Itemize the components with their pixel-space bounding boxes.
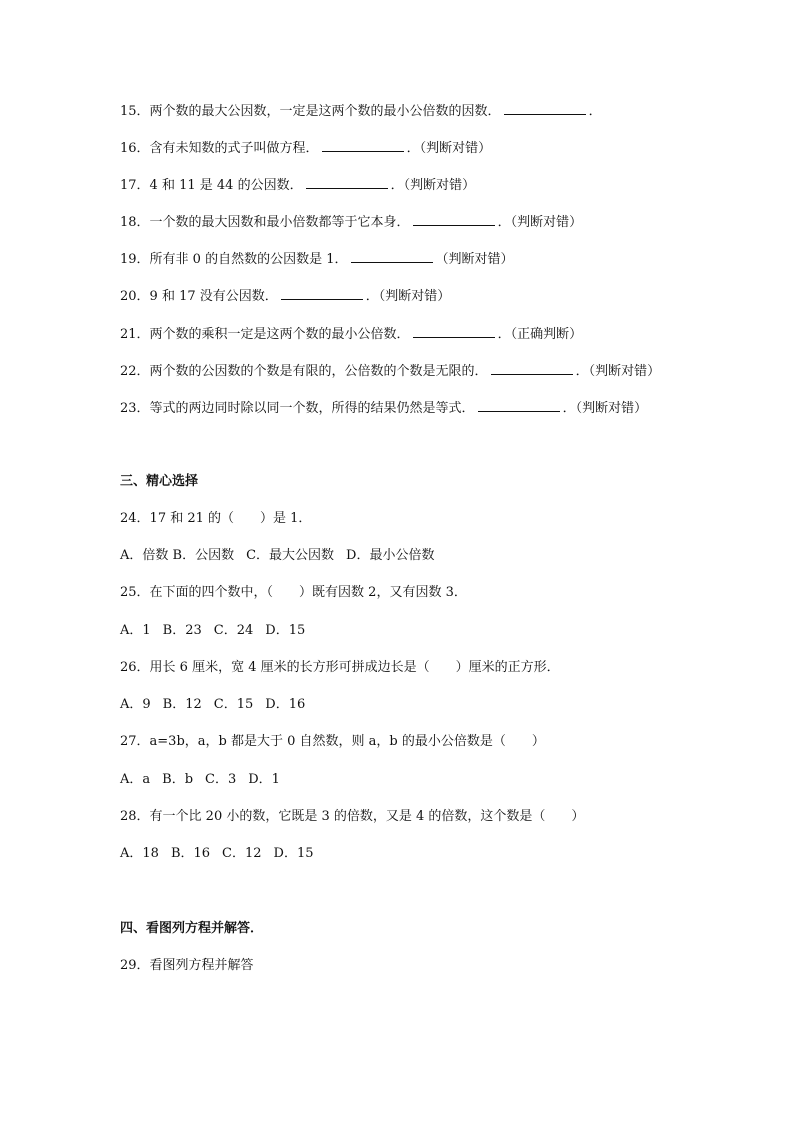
- question-number: 21．: [120, 327, 150, 342]
- question-text: 两个数的乘积一定是这两个数的最小公倍数．: [149, 327, 410, 342]
- section-heading: 三、精心选择: [120, 474, 199, 489]
- answer-blank[interactable]: [413, 325, 495, 338]
- section-heading: 四、看图列方程并解答．: [120, 921, 264, 936]
- question-22: [120, 362, 660, 380]
- question-25: 25．在下面的四个数中，（ ）既有因数 2，又有因数 3．: [120, 585, 467, 600]
- answer-blank[interactable]: [322, 139, 404, 152]
- option[interactable]: C．最大公因数: [246, 548, 335, 563]
- question-suffix: ．（正确判断）: [497, 327, 583, 342]
- question-suffix: ．（判断对错）: [365, 289, 451, 304]
- question-20: [120, 287, 450, 305]
- option[interactable]: C．24: [213, 623, 254, 638]
- options-28: [120, 846, 326, 862]
- option[interactable]: A．9: [120, 697, 151, 712]
- question-text: 等式的两边同时除以同一个数，所得的结果仍然是等式．: [149, 401, 475, 416]
- option[interactable]: D．最小公倍数: [346, 548, 435, 563]
- question-suffix: ．（判断对错）: [497, 215, 583, 230]
- question-number: 19．: [120, 252, 150, 267]
- option[interactable]: B．b: [162, 772, 194, 787]
- question-suffix: ．（判断对错）: [406, 141, 492, 156]
- option[interactable]: A．18: [120, 846, 159, 861]
- answer-blank[interactable]: [351, 250, 433, 263]
- question-number: 20．: [120, 289, 150, 304]
- question-text: 4 和 11 是 44 的公因数．: [149, 178, 303, 193]
- question-17: [120, 176, 475, 194]
- question-28: 28．有一个比 20 小的数，它既是 3 的倍数，又是 4 的倍数，这个数是（ ）: [120, 809, 585, 824]
- question-26: 26．用长 6 厘米，宽 4 厘米的长方形可拼成边长是（ ）厘米的正方形．: [120, 660, 560, 675]
- option[interactable]: B．23: [162, 623, 202, 638]
- question-suffix: （判断对错）: [435, 252, 514, 267]
- question-suffix: ．: [588, 104, 602, 119]
- question-27: 27．a=3b，a，b 都是大于 0 自然数，则 a，b 的最小公倍数是（ ）: [120, 734, 545, 749]
- option[interactable]: A．1: [120, 623, 151, 638]
- question-18: [120, 213, 582, 231]
- option[interactable]: A．a: [120, 772, 151, 787]
- question-suffix: ．（判断对错）: [562, 401, 648, 416]
- question-23: [120, 399, 647, 417]
- question-text: 两个数的公因数的个数是有限的，公倍数的个数是无限的．: [149, 364, 488, 379]
- option[interactable]: C．12: [222, 846, 262, 861]
- question-number: 18．: [120, 215, 150, 230]
- question-suffix: ．（判断对错）: [390, 178, 476, 193]
- question-number: 16．: [120, 141, 150, 156]
- answer-blank[interactable]: [478, 399, 560, 412]
- question-number: 23．: [120, 401, 150, 416]
- question-number: 22．: [120, 364, 150, 379]
- question-16: [120, 139, 491, 157]
- question-24: 24．17 和 21 的（ ）是 1．: [120, 511, 312, 526]
- options-26: [120, 697, 317, 713]
- option[interactable]: B．12: [162, 697, 202, 712]
- options-25: [120, 623, 317, 639]
- question-15: [120, 102, 602, 120]
- question-text: 所有非 0 的自然数的公因数是 1．: [149, 252, 348, 267]
- question-19: [120, 250, 514, 268]
- question-text: 9 和 17 没有公因数．: [149, 289, 278, 304]
- question-text: 两个数的最大公因数，一定是这两个数的最小公倍数的因数．: [149, 104, 501, 119]
- option[interactable]: B．16: [170, 846, 211, 861]
- options-24: [120, 548, 446, 564]
- question-suffix: ．（判断对错）: [575, 364, 661, 379]
- question-text: 含有未知数的式子叫做方程．: [149, 141, 319, 156]
- options-27: [120, 772, 292, 788]
- option[interactable]: D．1: [248, 772, 280, 787]
- option[interactable]: C．15: [213, 697, 254, 712]
- option[interactable]: D．15: [265, 623, 306, 638]
- option[interactable]: D．15: [273, 846, 314, 861]
- option[interactable]: A．倍数 B．公因数: [120, 548, 235, 563]
- question-21: [120, 325, 582, 343]
- option[interactable]: C．3: [205, 772, 237, 787]
- question-number: 15．: [120, 104, 150, 119]
- option[interactable]: D．16: [265, 697, 306, 712]
- question-number: 17．: [120, 178, 150, 193]
- answer-blank[interactable]: [504, 102, 586, 115]
- answer-blank[interactable]: [413, 213, 495, 226]
- question-text: 一个数的最大因数和最小倍数都等于它本身．: [149, 215, 410, 230]
- question-29: 29．看图列方程并解答: [120, 958, 254, 973]
- answer-blank[interactable]: [306, 176, 388, 189]
- answer-blank[interactable]: [491, 362, 573, 375]
- answer-blank[interactable]: [281, 287, 363, 300]
